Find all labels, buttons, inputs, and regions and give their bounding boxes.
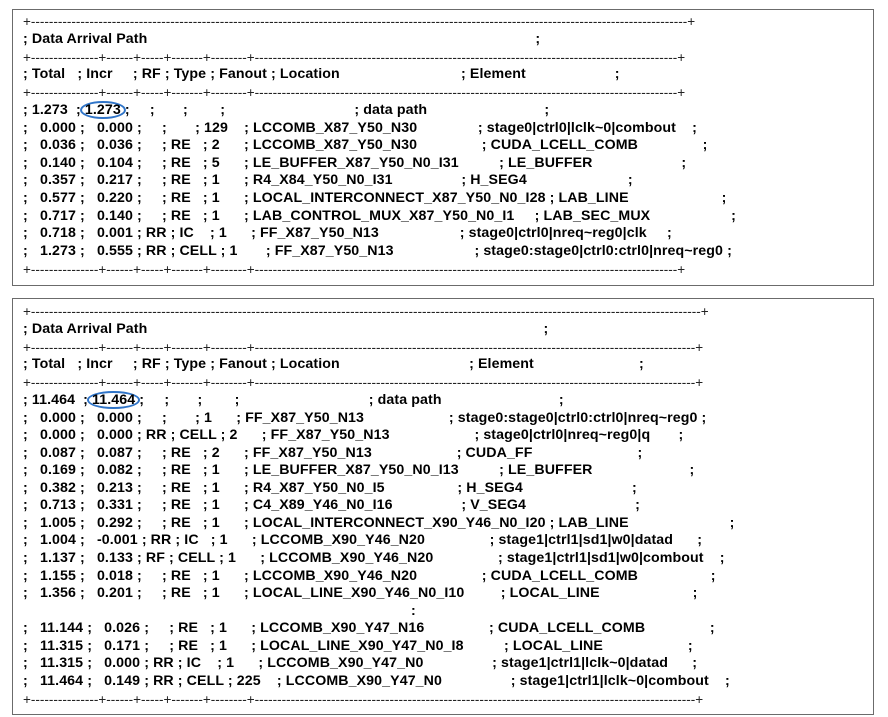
table-rule: +---------------+------+-----+-------+--------+--------------------------------------------------------------------------------------------------+ [23, 340, 704, 355]
timing-report-panel-top [12, 9, 874, 286]
table-rule: +---------------+------+-----+-------+--------+--------------------------------------------------------------------------------------------------+ [23, 375, 704, 390]
table-row: ; 0.169 ; 0.082 ; ; RE ; 1 ; LE_BUFFER_X87_Y50_N0_I13 ; LE_BUFFER ; [23, 462, 695, 478]
table-row-data-path [23, 102, 549, 120]
total-value: ; 11.464 ; [23, 392, 88, 408]
table-rule: +--------------------------------------------------------------------------------------------------------------------------------------------------+ [23, 14, 696, 29]
table-row: ; 0.357 ; 0.217 ; ; RE ; 1 ; R4_X84_Y50_N0_I31 ; H_SEG4 ; [23, 172, 633, 188]
table-row: ; 1.005 ; 0.292 ; ; RE ; 1 ; LOCAL_INTERCONNECT_X90_Y46_N0_I20 ; LAB_LINE ; [23, 515, 735, 531]
table-rule: +---------------+------+-----+-------+--------+--------------------------------------------------------------------------------------------------+ [23, 692, 704, 707]
row-rest: ; ; ; ; ; data path ; [135, 392, 564, 408]
table-row: ; 0.087 ; 0.087 ; ; RE ; 2 ; FF_X87_Y50_N13 ; CUDA_FF ; [23, 445, 643, 461]
table-row: ; 0.718 ; 0.001 ; RR ; IC ; 1 ; FF_X87_Y50_N13 ; stage0|ctrl0|nreq~reg0|clk ; [23, 225, 672, 241]
table-rule: +---------------+------+-----+-------+--------+----------------------------------------------------------------------------------------------+ [23, 50, 686, 65]
table-row: ; 1.273 ; 0.555 ; RR ; CELL ; 1 ; FF_X87_Y50_N13 ; stage0:stage0|ctrl0:ctrl0|nreq~reg0 ; [23, 243, 732, 259]
table-rule: +---------------+------+-----+-------+--------+----------------------------------------------------------------------------------------------+ [23, 262, 686, 277]
table-row: ; 1.356 ; 0.201 ; ; RE ; 1 ; LOCAL_LINE_X90_Y46_N0_I10 ; LOCAL_LINE ; [23, 585, 698, 601]
circled-incr-value: 11.464 [87, 391, 140, 409]
table-row: ; 0.000 ; 0.000 ; RR ; CELL ; 2 ; FF_X87_Y50_N13 ; stage0|ctrl0|nreq~reg0|q ; [23, 427, 684, 443]
table-rule: +-----------------------------------------------------------------------------------------------------------------------------------------------------+ [23, 304, 709, 319]
table-title: ; Data Arrival Path ; [23, 31, 541, 47]
table-row: ; 0.000 ; 0.000 ; ; ; 1 ; FF_X87_Y50_N13 ; stage0:stage0|ctrl0:ctrl0|nreq~reg0 ; [23, 410, 707, 426]
circled-incr-value: 1.273 [80, 101, 126, 119]
table-row: ; 11.315 ; 0.171 ; ; RE ; 1 ; LOCAL_LINE_X90_Y47_N0_I8 ; LOCAL_LINE ; [23, 638, 693, 654]
table-row-data-path [23, 392, 564, 410]
table-row: ; 0.036 ; 0.036 ; ; RE ; 2 ; LCCOMB_X87_Y50_N30 ; CUDA_LCELL_COMB ; [23, 137, 708, 153]
ellipsis-marker: : [411, 603, 416, 619]
table-row: ; 1.155 ; 0.018 ; ; RE ; 1 ; LCCOMB_X90_Y46_N20 ; CUDA_LCELL_COMB ; [23, 568, 716, 584]
total-value: ; 1.273 ; [23, 102, 81, 118]
table-row: ; 0.000 ; 0.000 ; ; ; 129 ; LCCOMB_X87_Y50_N30 ; stage0|ctrl0|lclk~0|combout ; [23, 120, 698, 136]
table-row: ; 0.577 ; 0.220 ; ; RE ; 1 ; LOCAL_INTERCONNECT_X87_Y50_N0_I28 ; LAB_LINE ; [23, 190, 727, 206]
table-row: ; 1.004 ; -0.001 ; RR ; IC ; 1 ; LCCOMB_X90_Y46_N20 ; stage1|ctrl1|sd1|w0|datad ; [23, 532, 703, 548]
table-row: ; 11.464 ; 0.149 ; RR ; CELL ; 225 ; LCCOMB_X90_Y47_N0 ; stage1|ctrl1|lclk~0|combout ; [23, 673, 730, 689]
table-row: ; 0.140 ; 0.104 ; ; RE ; 5 ; LE_BUFFER_X87_Y50_N0_I31 ; LE_BUFFER ; [23, 155, 687, 171]
table-row: ; 0.713 ; 0.331 ; ; RE ; 1 ; C4_X89_Y46_N0_I16 ; V_SEG4 ; [23, 497, 640, 513]
table-rule: +---------------+------+-----+-------+--------+----------------------------------------------------------------------------------------------+ [23, 85, 686, 100]
table-row: ; 11.315 ; 0.000 ; RR ; IC ; 1 ; LCCOMB_X90_Y47_N0 ; stage1|ctrl1|lclk~0|datad ; [23, 655, 698, 671]
row-rest: ; ; ; ; ; data path ; [120, 102, 550, 118]
table-row: ; 0.717 ; 0.140 ; ; RE ; 1 ; LAB_CONTROL_MUX_X87_Y50_N0_I1 ; LAB_SEC_MUX ; [23, 208, 736, 224]
table-title: ; Data Arrival Path ; [23, 321, 549, 337]
table-row: ; 0.382 ; 0.213 ; ; RE ; 1 ; R4_X87_Y50_N0_I5 ; H_SEG4 ; [23, 480, 637, 496]
timing-report-panel-bottom [12, 298, 874, 715]
table-header: ; Total ; Incr ; RF ; Type ; Fanout ; Location ; Element ; [23, 356, 644, 372]
table-header: ; Total ; Incr ; RF ; Type ; Fanout ; Location ; Element ; [23, 66, 620, 82]
table-row: ; 11.144 ; 0.026 ; ; RE ; 1 ; LCCOMB_X90_Y47_N16 ; CUDA_LCELL_COMB ; [23, 620, 715, 636]
table-row: ; 1.137 ; 0.133 ; RF ; CELL ; 1 ; LCCOMB_X90_Y46_N20 ; stage1|ctrl1|sd1|w0|combout ; [23, 550, 725, 566]
